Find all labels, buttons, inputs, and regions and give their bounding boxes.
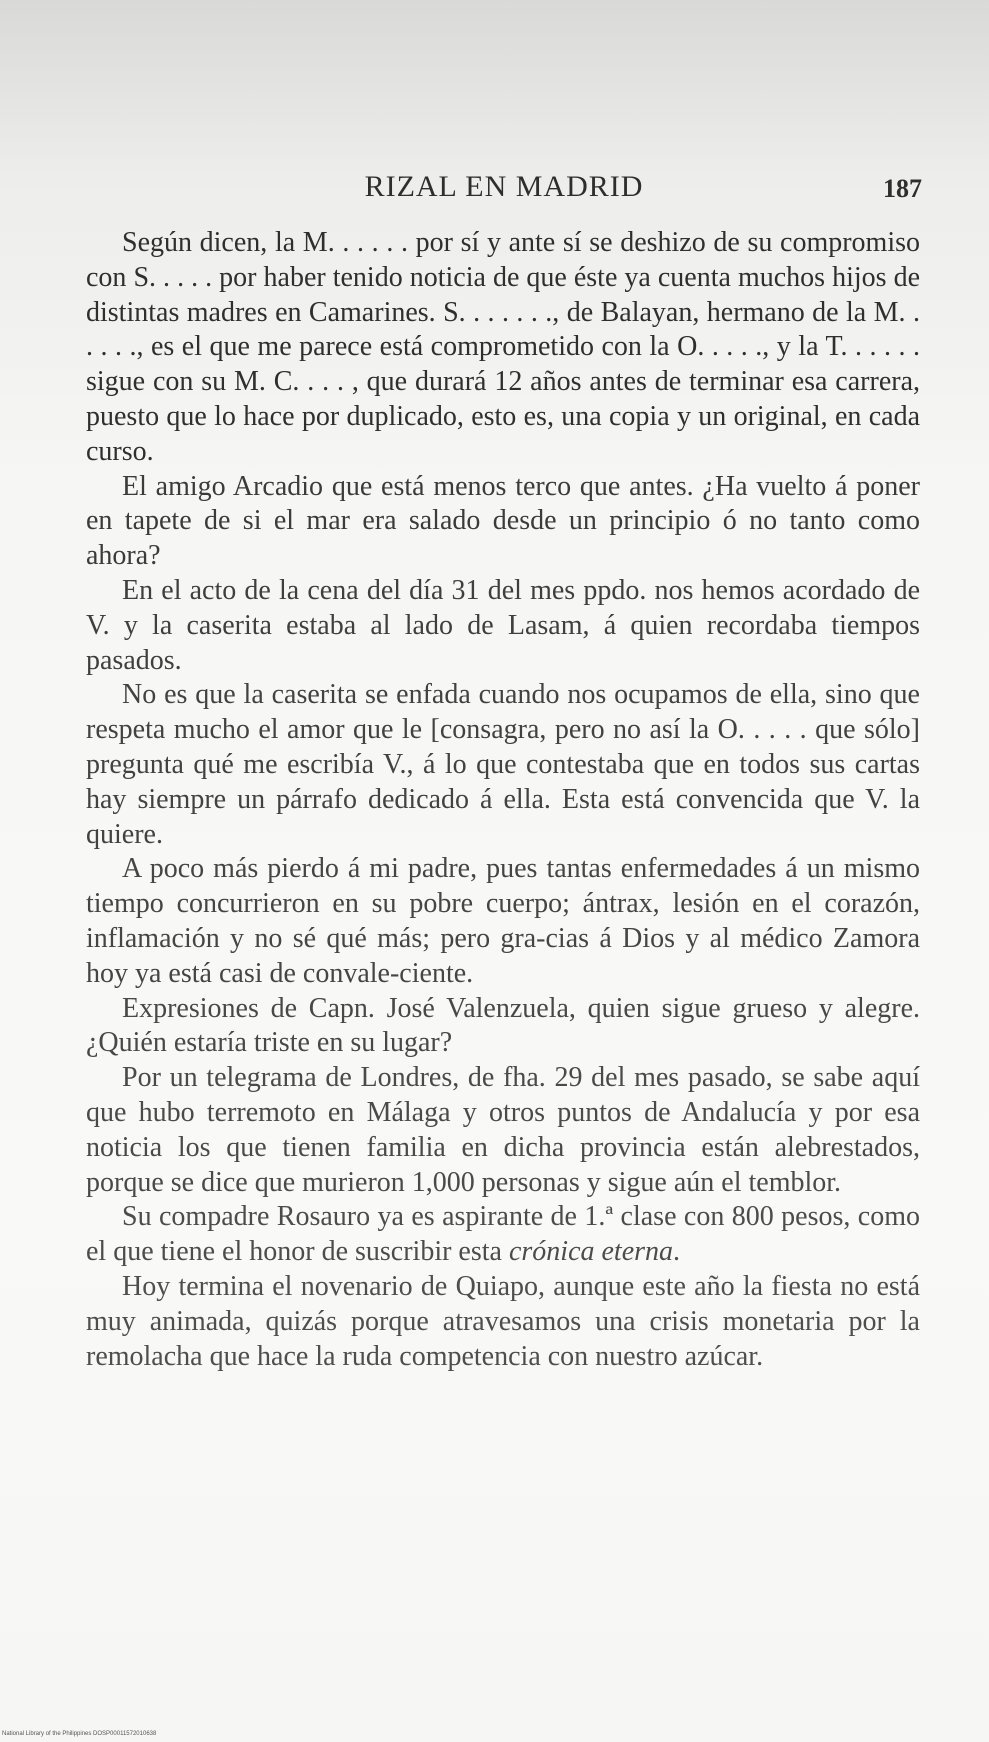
body-text — [86, 226, 920, 1374]
paragraph: No es que la caserita se enfada cuando nos ocupamos de ella, sino que respeta mucho el amor que le [consagra, pero no así la O. . . . . que sólo] pregunta qué me escribía V., á lo que contestaba que en todos sus cartas hay siempre un párrafo dedicado á ella. Esta está convencida que V. la quiere. — [86, 679, 920, 850]
running-head — [86, 170, 922, 214]
paragraph: Expresiones de Capn. José Valenzuela, quien sigue grueso y alegre. ¿Quién estaría triste en su lugar? — [86, 992, 920, 1059]
paragraph: En el acto de la cena del día 31 del mes ppdo. nos hemos acordado de V. y la caserita estaba al lado de Lasam, á quien recordaba tiempos pasados. — [86, 574, 920, 676]
paragraph: Por un telegrama de Londres, de fha. 29 del mes pasado, se sabe aquí que hubo terremoto en Málaga y otros puntos de Andalucía y por esa noticia los que tienen familia en dicha provincia están alebrestados, porque se dice que murieron 1,000 personas y sigue aún el temblor. — [86, 1062, 920, 1198]
paragraph — [86, 1200, 920, 1270]
page-number: 187 — [883, 174, 922, 203]
paragraph: A poco más pierdo á mi padre, pues tantas enfermedades á un mismo tiempo concurrieron en su pobre cuerpo; ántrax, lesión en el corazón, inflamación y no sé qué más; pero gra-cias á Dios y al médico Zamora hoy ya está casi de convale-ciente. — [86, 853, 920, 989]
paragraph-tail: . — [673, 1236, 681, 1268]
paragraph: El amigo Arcadio que está menos terco que antes. ¿Ha vuelto á poner en tapete de si el mar era salado desde un principio ó no tanto como ahora? — [86, 470, 920, 572]
italic-phrase: crónica eterna — [508, 1236, 674, 1268]
scan-credit: National Library of the Philippines DOSP00011572010638 — [2, 1731, 157, 1737]
paragraph-text: Su compadre Rosauro ya es aspirante de 1.ª clase con 800 pesos, como el que tiene el honor de suscribir esta — [86, 1201, 920, 1268]
paragraph: Según dicen, la M. . . . . . por sí y ante sí se deshizo de su compromiso con S. . . . . por haber tenido noticia de que éste ya cuenta muchos hijos de distintas madres en Camarines. S. . . . . . ., de Balayan, hermano de la M. . . . . ., es el que me parece está comprometido con la O. . . . ., y la T. . . . . . sigue con su M. C. . . . , que durará 12 años antes de terminar esa carrera, puesto que lo hace por duplicado, esto es, una copia y un original, en cada curso. — [86, 227, 920, 467]
running-title: RIZAL EN MADRID — [364, 170, 644, 203]
paragraph: Hoy termina el novenario de Quiapo, aunque este año la fiesta no está muy animada, quizás porque atravesamos una crisis monetaria por la remolacha que hace la ruda competencia con nuestro azúcar. — [86, 1270, 920, 1372]
